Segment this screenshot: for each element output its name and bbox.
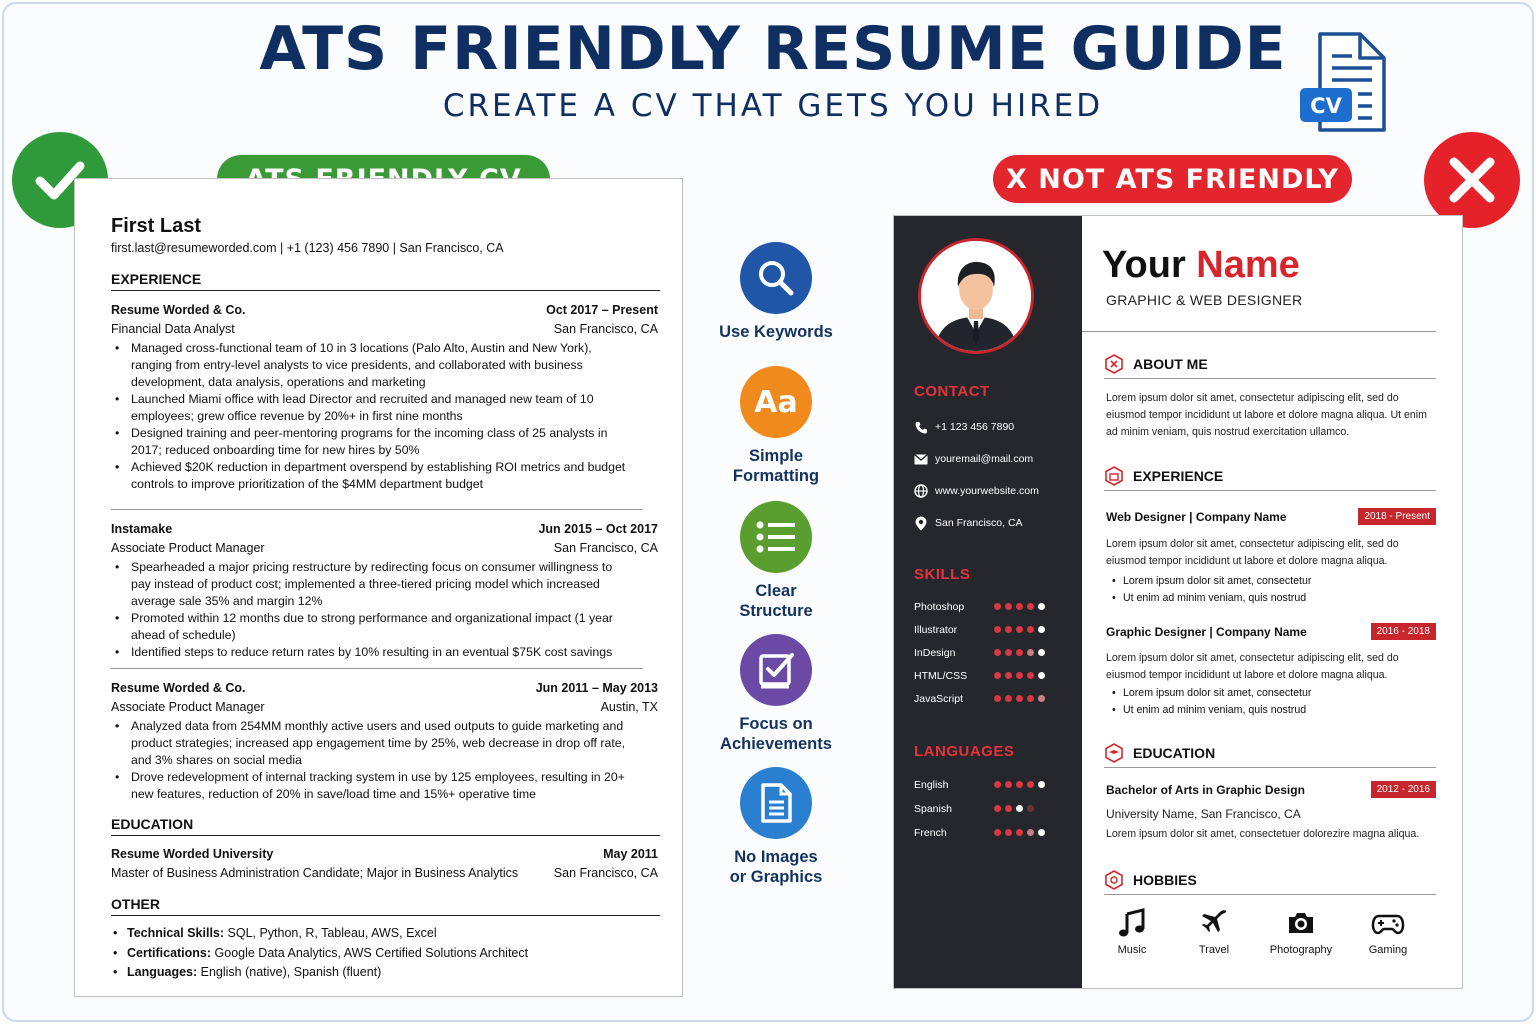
date-tag: 2016 - 2018 xyxy=(1371,623,1436,640)
date-tag: 2012 - 2016 xyxy=(1371,781,1436,798)
briefcase-icon xyxy=(1104,466,1124,486)
ats-friendly-resume xyxy=(74,178,683,997)
list-item: • Certifications: Google Data Analytics, AWS Certified Solutions Architect xyxy=(111,944,651,964)
tip-label: No Images or Graphics xyxy=(729,848,823,886)
skill-rating xyxy=(994,672,1045,679)
education-degree: Bachelor of Arts in Graphic Design xyxy=(1106,783,1305,797)
language-row: French xyxy=(914,827,1056,839)
contact-phone: +1 123 456 7890 xyxy=(914,420,1014,434)
language-rating xyxy=(994,805,1045,812)
job-company: Resume Worded & Co. xyxy=(111,303,246,317)
list-item: • Lorem ipsum dolor sit amet, consectetur xyxy=(1106,685,1311,702)
avatar xyxy=(918,238,1034,354)
list-item: • Ut enim ad minim veniam, quis nostrud xyxy=(1106,590,1311,607)
resume-name: Your Name xyxy=(1102,244,1300,286)
music-note-icon xyxy=(1117,908,1147,938)
job-bullets xyxy=(1106,573,1311,607)
about-text: Lorem ipsum dolor sit amet, consectetur adipiscing elit, sed do eiusmod tempor incididunt ut labore et dolore magna aliqua. Ut enim ad minim veniam, quis nostrud exercitation ullamco. xyxy=(1106,392,1427,438)
hobbies-icon xyxy=(1104,870,1124,890)
list-icon xyxy=(740,501,812,573)
resume-contact: first.last@resumeworded.com | +1 (123) 456 7890 | San Francisco, CA xyxy=(111,241,504,255)
globe-icon xyxy=(914,484,928,498)
education-school: University Name, San Francisco, CA xyxy=(1106,807,1301,821)
tip-use-keywords xyxy=(700,242,852,342)
contact-website: www.yourwebsite.com xyxy=(914,484,1039,498)
other-heading: OTHER xyxy=(111,896,660,916)
camera-icon xyxy=(1286,908,1316,938)
hobby-music: Music xyxy=(1092,908,1172,956)
job-company: Resume Worded & Co. xyxy=(111,681,246,695)
skill-row: InDesign xyxy=(914,647,1056,659)
skill-row: Photoshop xyxy=(914,601,1056,613)
about-icon xyxy=(1104,354,1124,374)
list-item: • Managed cross-functional team of 10 in 3 locations (Palo Alto, Austin and New York), ranging from entry-level analysts to vice presidents, and collaborated with business development, data analysis, operations and marketing xyxy=(111,340,631,391)
skill-row: HTML/CSS xyxy=(914,670,1056,682)
education-heading: EDUCATION xyxy=(1104,743,1436,768)
languages-heading: LANGUAGES xyxy=(914,743,1015,760)
education-heading: EDUCATION xyxy=(111,816,660,836)
x-badge-icon xyxy=(1424,132,1520,228)
list-item: • Achieved $20K reduction in department overspend by establishing ROI metrics and budget controls to improve prioritization of the $4MM department budget xyxy=(111,459,631,493)
education-school: Resume Worded University xyxy=(111,847,274,861)
tip-focus-achievements xyxy=(700,634,852,754)
education-degree: Master of Business Administration Candidate; Major in Business Analytics xyxy=(111,866,519,880)
hobby-photography: Photography xyxy=(1261,908,1341,956)
job-role: Associate Product Manager xyxy=(111,541,265,555)
language-rating xyxy=(994,781,1045,788)
gamepad-icon xyxy=(1371,908,1405,938)
list-item: • Drove redevelopment of internal tracking system in use by 125 employees, resulting in 20+ new features, reduction of 20% in save/load time and 15%+ operative time xyxy=(111,769,631,803)
phone-icon xyxy=(914,420,928,434)
list-item: • Lorem ipsum dolor sit amet, consectetur xyxy=(1106,573,1311,590)
cv-document-icon xyxy=(1298,30,1388,134)
job-location: San Francisco, CA xyxy=(553,541,658,555)
contact-location: San Francisco, CA xyxy=(914,516,1023,530)
job-location: Austin, TX xyxy=(600,700,658,714)
job-role: Financial Data Analyst xyxy=(111,322,235,336)
page-title: ATS FRIENDLY RESUME GUIDE xyxy=(259,14,1287,84)
not-ats-friendly-resume xyxy=(893,215,1463,989)
skill-rating xyxy=(994,626,1045,633)
divider xyxy=(111,668,643,669)
list-item: • Analyzed data from 254MM monthly active users and used outputs to guide marketing and product strategies; increased app engagement time by 25%, web decrease in drop off rate, and 3% shares on social media xyxy=(111,718,631,769)
job-dates: Oct 2017 – Present xyxy=(546,303,658,317)
resume-role: GRAPHIC & WEB DESIGNER xyxy=(1106,292,1303,308)
document-icon xyxy=(740,767,812,839)
job-company: Instamake xyxy=(111,522,173,536)
list-item: • Ut enim ad minim veniam, quis nostrud xyxy=(1106,702,1311,719)
contact-heading: CONTACT xyxy=(914,383,990,400)
tip-no-images xyxy=(700,767,852,887)
list-item: • Launched Miami office with lead Director and recruited and managed new team of 10 employees; grew office revenue by 20%+ in first nine months xyxy=(111,391,631,425)
contact-email: youremail@mail.com xyxy=(914,452,1033,466)
skill-rating xyxy=(994,603,1045,610)
job-dates: Jun 2015 – Oct 2017 xyxy=(538,522,658,536)
language-rating xyxy=(994,829,1045,836)
skill-rating xyxy=(994,695,1045,702)
skill-row: JavaScript xyxy=(914,693,1056,705)
list-item: • Technical Skills: SQL, Python, R, Tableau, AWS, Excel xyxy=(111,924,651,944)
list-item: • Identified steps to reduce return rates by 10% resulting in an eventual $75K cost savings xyxy=(111,644,631,661)
job-text: Lorem ipsum dolor sit amet, consectetur adipiscing elit, sed do eiusmod tempor incididunt ut labore et dolore magna aliqua. xyxy=(1106,652,1399,681)
location-pin-icon xyxy=(914,516,928,530)
resume-name: First Last xyxy=(111,215,202,237)
language-row: English xyxy=(914,779,1056,791)
job-role: Associate Product Manager xyxy=(111,700,265,714)
hobbies-heading: HOBBIES xyxy=(1104,870,1436,895)
job-bullets xyxy=(111,340,631,493)
about-heading: ABOUT ME xyxy=(1104,354,1436,379)
tip-label: Use Keywords xyxy=(719,323,833,341)
job-title: Graphic Designer | Company Name xyxy=(1106,625,1307,639)
tip-clear-structure xyxy=(700,501,852,621)
font-aa-icon: Aa xyxy=(740,366,812,438)
airplane-icon xyxy=(1199,908,1229,938)
graduation-icon xyxy=(1104,743,1124,763)
cv-icon-label: CV xyxy=(1310,94,1342,118)
job-bullets xyxy=(1106,685,1311,719)
list-item: • Spearheaded a major pricing restructure by redirecting focus on consumer willingness to pay instead of product cost; implemented a three-tiered pricing model which increased average sale 35% and margin 12% xyxy=(111,559,631,610)
other-list xyxy=(111,924,651,983)
skills-heading: SKILLS xyxy=(914,566,971,583)
experience-heading: EXPERIENCE xyxy=(1104,466,1436,491)
skill-row: Illustrator xyxy=(914,624,1056,636)
tip-label: Clear Structure xyxy=(739,582,813,620)
magnifier-icon xyxy=(740,242,812,314)
not-ats-friendly-label: X NOT ATS FRIENDLY xyxy=(993,155,1352,203)
list-item: • Designed training and peer-mentoring programs for the incoming class of 25 analysts in 2017; reduced onboarding time for new hires by 50% xyxy=(111,425,631,459)
job-bullets xyxy=(111,718,631,803)
job-location: San Francisco, CA xyxy=(553,322,658,336)
tip-simple-formatting xyxy=(700,366,852,486)
education-location: San Francisco, CA xyxy=(553,866,658,880)
job-title: Web Designer | Company Name xyxy=(1106,510,1287,524)
job-text: Lorem ipsum dolor sit amet, consectetur adipiscing elit, sed do eiusmod tempor incididunt ut labore et dolore magna aliqua. xyxy=(1106,538,1399,567)
job-bullets xyxy=(111,559,631,661)
hobby-gaming: Gaming xyxy=(1348,908,1428,956)
education-text: Lorem ipsum dolor sit amet, consectetuer dolorezire magna aliqua. xyxy=(1106,828,1420,840)
language-row: Spanish xyxy=(914,803,1056,815)
skill-rating xyxy=(994,649,1045,656)
list-item: • Languages: English (native), Spanish (fluent) xyxy=(111,963,651,983)
date-tag: 2018 - Present xyxy=(1358,508,1436,525)
checkbox-icon xyxy=(740,634,812,706)
tip-label: Simple Formatting xyxy=(732,447,820,485)
job-dates: Jun 2011 – May 2013 xyxy=(535,681,658,695)
page-subtitle: CREATE A CV THAT GETS YOU HIRED xyxy=(442,88,1104,124)
mail-icon xyxy=(914,452,928,466)
list-item: • Promoted within 12 months due to strong performance and organizational impact (1 year ahead of schedule) xyxy=(111,610,631,644)
divider xyxy=(111,509,643,510)
divider xyxy=(1082,331,1436,332)
tip-label: Focus on Achievements xyxy=(720,715,832,753)
experience-heading: EXPERIENCE xyxy=(111,271,660,291)
hobby-travel: Travel xyxy=(1174,908,1254,956)
education-date: May 2011 xyxy=(603,847,658,861)
